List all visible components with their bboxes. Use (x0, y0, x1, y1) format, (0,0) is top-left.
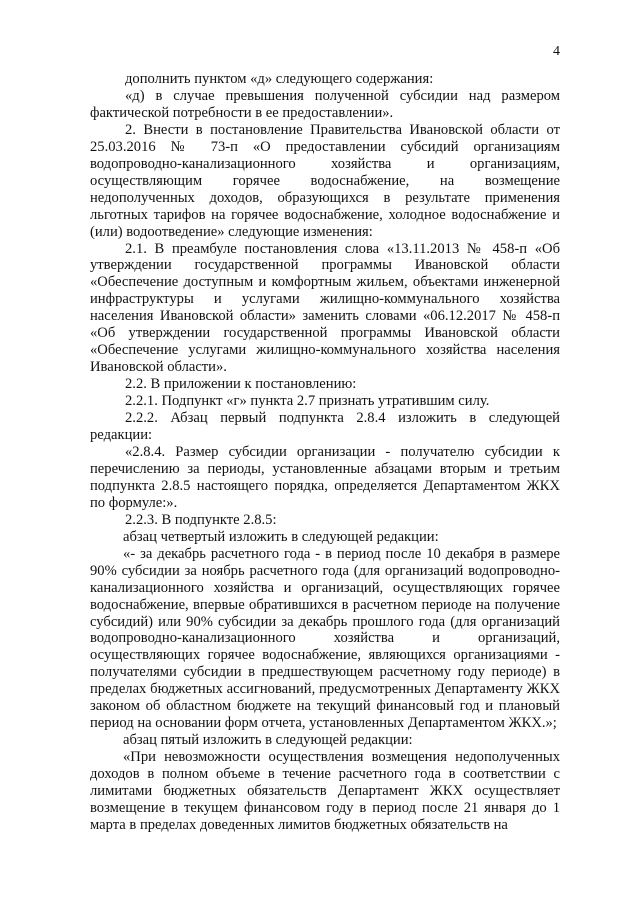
paragraph-add-item-d: дополнить пунктом «д» следующего содержания: (125, 71, 434, 87)
paragraph-item-d: «д) в случае превышения полученной субсидии над размером фактической потребности в ее предоставлении». (90, 87, 560, 121)
paragraph-amendment-2: 2. Внести в постановление Правительства Ивановской области от 25.03.2016 № 73-п «О предоставлении субсидий организациям водопроводно-канализационного хозяйства и организациям, осуществляющим горячее водоснабжение, на возмещение недополученных доходов, образующихся в результате применения льготных тарифов на горячее водоснабжение, холодное водоснабжение и (или) водоотведение» следующие изменения: (90, 121, 560, 240)
paragraph-amendment-2-2-3: 2.2.3. В подпункте 2.8.5: (125, 511, 277, 528)
paragraph-amendment-2-2-2: 2.2.2. Абзац первый подпункта 2.8.4 изложить в следующей редакции: (90, 410, 560, 444)
paragraph-quote-impossibility: «При невозможности осуществления возмещения недополученных доходов в полном объеме в течение расчетного года в соответствии с лимитами бюджетных обязательств Департамент ЖКХ осуществляет возмещение в текущем финансовом году в период после 21 января до 1 марта в пределах доведенных лимитов бюджетных обязательств на (90, 749, 560, 833)
document-body (90, 71, 560, 834)
paragraph-amendment-2-1: 2.1. В преамбуле постановления слова «13.11.2013 № 458-п «Об утверждении государственной программы Ивановской области «Обеспечение доступным и комфортным жильем, объектами инженерной инфраструктуры и услугами жилищно-коммунального хозяйства населения Ивановской области» заменить словами «06.12.2017 № 458-п «Об утверждении государственной программы Ивановской области «Обеспечение услугами жилищно-коммунального хозяйства населения Ивановской области». (90, 240, 560, 376)
page-number: 4 (553, 44, 560, 59)
paragraph-fourth-abzac-intro: абзац четвертый изложить в следующей редакции: (123, 528, 439, 545)
paragraph-quote-december: «- за декабрь расчетного года - в период после 10 декабря в размере 90% субсидии за ноябрь расчетного года (для организаций водопроводно-канализационного хозяйства и организаций, осуществляющих горячее водоснабжение, впервые обратившихся в расчетном периоде на получение субсидий) или 90% субсидии за декабрь прошлого года (для организаций водопроводно-канализационного хозяйства и организаций, осуществляющих горячее водоснабжение, являющихся организациями - получателями субсидии в предшествующем расчетному году периоде) в пределах бюджетных ассигнований, предусмотренных Департаменту ЖКХ законом об областном бюджете на текущий финансовый год и плановый период на основании форм отчета, установленных Департаментом ЖКХ.»; (90, 545, 560, 732)
paragraph-quote-2-8-4: «2.8.4. Размер субсидии организации - получателю субсидии к перечислению за периоды, установленные абзацами вторым и третьим подпункта 2.8.5 настоящего порядка, определяется Департаментом ЖКХ по формуле:». (90, 443, 560, 511)
paragraph-amendment-2-2-1: 2.2.1. Подпункт «г» пункта 2.7 признать утратившим силу. (125, 393, 490, 410)
paragraph-amendment-2-2: 2.2. В приложении к постановлению: (125, 376, 357, 393)
paragraph-fifth-abzac-intro: абзац пятый изложить в следующей редакции: (123, 732, 413, 749)
